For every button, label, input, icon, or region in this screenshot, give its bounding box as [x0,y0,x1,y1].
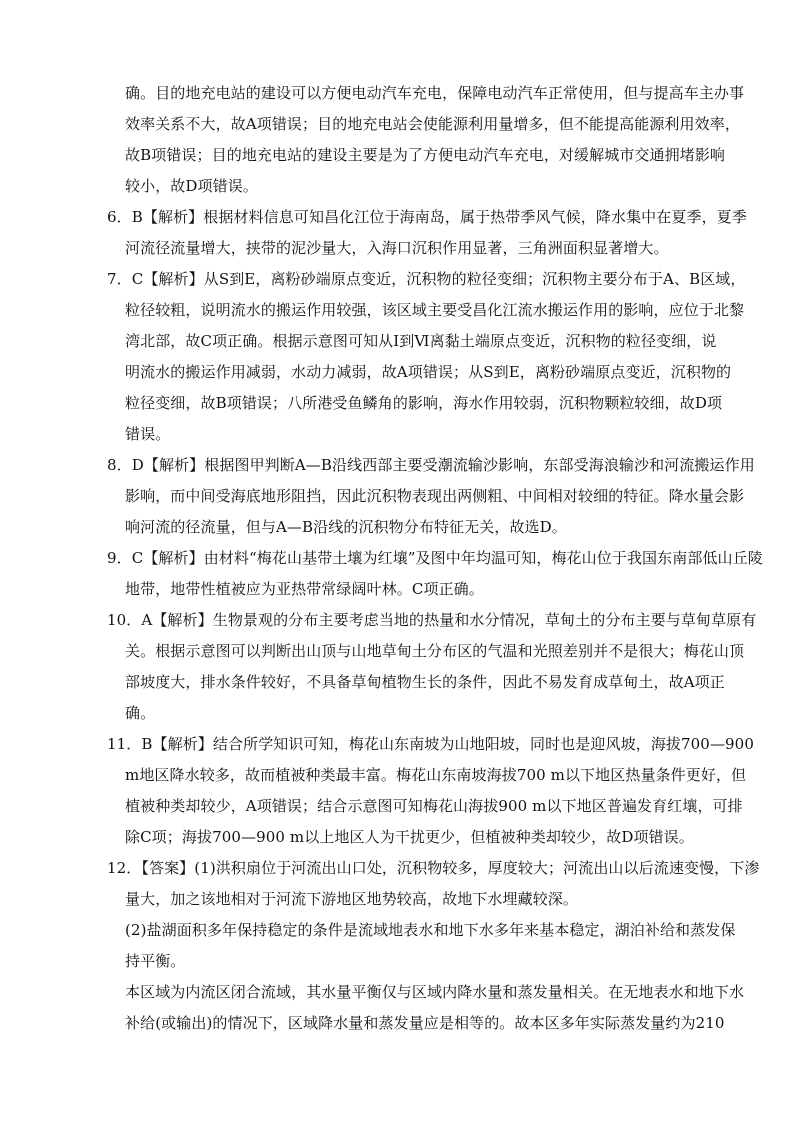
text-line: 部坡度大，排水条件较好，不具备草甸植物生长的条件，因此不易发育成草甸土，故A项正 [125,673,725,691]
text-line: 本区域为内流区闭合流域，其水量平衡仅与区域内降水量和蒸发量相关。在无地表水和地下水 [125,983,745,1001]
answer-9-line: 9．C【解析】由材料“梅花山基带土壤为红壤”及图中年均温可知，梅花山位于我国东南部低山丘陵 [107,549,763,567]
text-line: m地区降水较多，故而植被种类最丰富。梅花山东南坡海拔700 m以下地区热量条件更好，但 [125,766,747,784]
text-line: 确。目的地充电站的建设可以方便电动汽车充电，保障电动汽车正常使用，但与提高车主办事 [125,84,745,102]
text-line: 故B项错误；目的地充电站的建设主要是为了方便电动汽车充电，对缓解城市交通拥堵影响 [125,146,726,164]
answer-11-line: 11．B【解析】结合所学知识可知，梅花山东南坡为山地阳坡，同时也是迎风坡，海拔700—900 [107,735,754,753]
text-line: 持平衡。 [125,952,186,970]
text-line: (2)盐湖面积多年保持稳定的条件是流域地表水和地下水多年来基本稳定，湖泊补给和蒸发保 [125,921,736,939]
text-line: 关。根据示意图可以判断出山顶与山地草甸土分布区的气温和光照差别并不是很大；梅花山顶 [125,642,745,660]
text-line: 湾北部，故C项正确。根据示意图可知从Ⅰ到Ⅵ离黏土端原点变近，沉积物的粒径变细，说 [125,332,717,350]
text-line: 粒径较粗，说明流水的搬运作用较强，该区域主要受昌化江流水搬运作用的影响，应位于北黎 [125,301,745,319]
answer-8-line: 8．D【解析】根据图甲判断A—B沿线西部主要受潮流输沙影响，东部受海浪输沙和河流搬运作用 [107,456,755,474]
text-line: 量大，加之该地相对于河流下游地区地势较高，故地下水埋藏较深。 [125,890,579,908]
text-line: 补给(或输出)的情况下，区域降水量和蒸发量应是相等的。故本区多年实际蒸发量约为210 [125,1014,725,1032]
text-line: 地带，地带性植被应为亚热带常绿阔叶林。C项正确。 [125,580,484,598]
text-line: 确。 [125,704,156,722]
text-line: 除C项；海拔700—900 m以上地区人为干扰更少，但植被种类却较少，故D项错误。 [125,828,694,846]
answer-12-line: 12．【答案】(1)洪积扇位于河流出山口处，沉积物较多，厚度较大；河流出山以后流速变慢，下渗 [107,859,760,877]
text-line: 错误。 [125,425,171,443]
text-line: 植被种类却较少，A项错误；结合示意图可知梅花山海拔900 m以下地区普遍发育红壤，可排 [125,797,743,815]
answer-10-line: 10．A【解析】生物景观的分布主要考虑当地的热量和水分情况，草甸土的分布主要与草甸草原有 [107,611,757,629]
text-line: 粒径变细，故B项错误；八所港受鱼鳞角的影响，海水作用较弱，沉积物颗粒较细，故D项 [125,394,723,412]
text-line: 较小，故D项错误。 [125,177,258,195]
text-line: 效率关系不大，故A项错误；目的地充电站会使能源利用量增多，但不能提高能源利用效率， [125,115,740,133]
text-line: 响河流的径流量，但与A—B沿线的沉积物分布特征无关，故选D。 [125,518,567,536]
answer-6-line: 6．B【解析】根据材料信息可知昌化江位于海南岛，属于热带季风气候，降水集中在夏季，夏季 [107,208,747,226]
answer-7-line: 7．C【解析】从S到E，离粉砂端原点变近，沉积物的粒径变细；沉积物主要分布于A、B区域， [107,270,746,288]
text-line: 河流径流量增大，挟带的泥沙量大，入海口沉积作用显著，三角洲面积显著增大。 [125,239,669,257]
text-line: 明流水的搬运作用减弱，水动力减弱，故A项错误；从S到E，离粉砂端原点变近，沉积物的 [125,363,732,381]
text-line: 影响，而中间受海底地形阻挡，因此沉积物表现出两侧粗、中间相对较细的特征。降水量会影 [125,487,745,505]
